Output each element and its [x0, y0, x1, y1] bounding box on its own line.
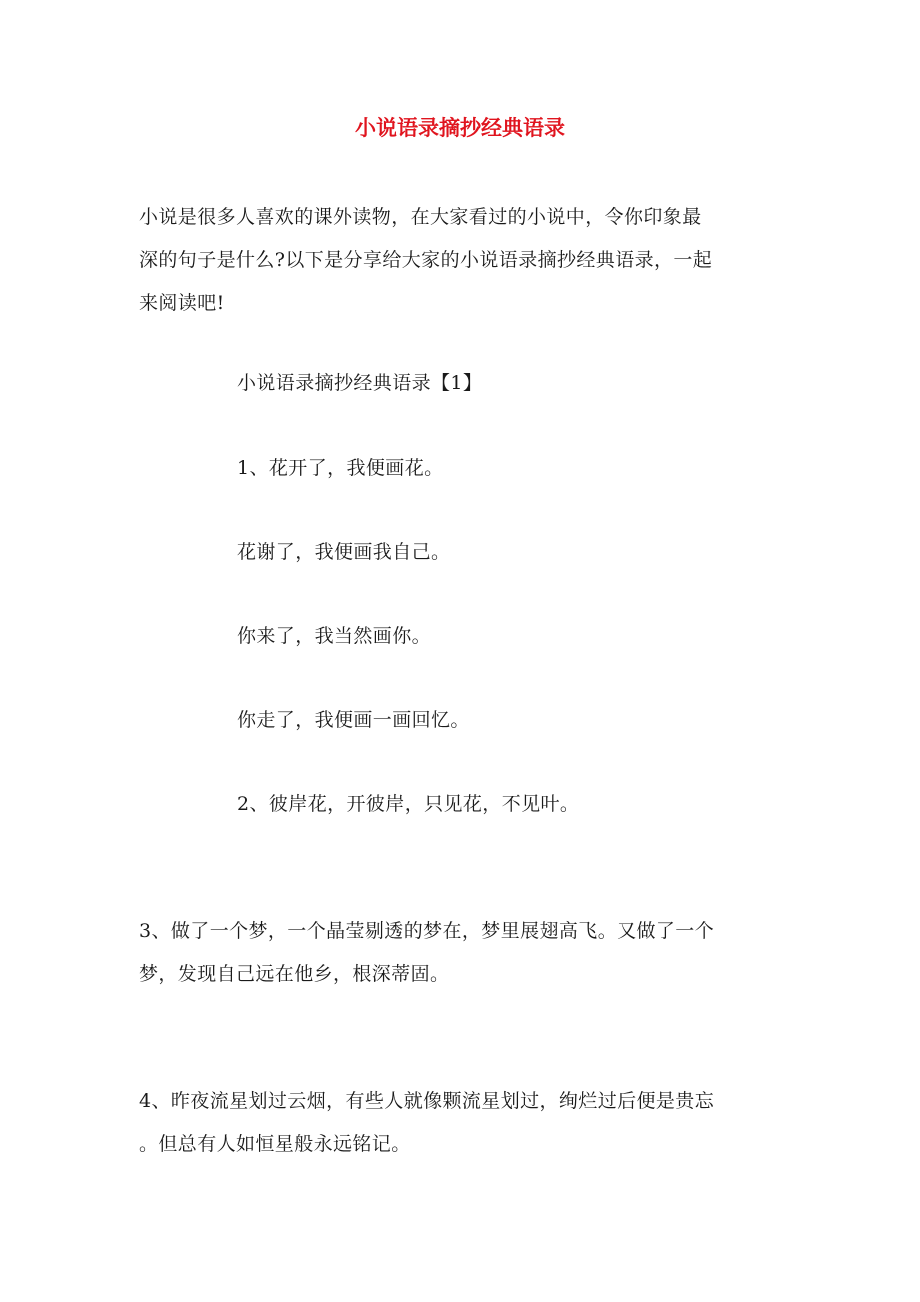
quote-paragraph-line: 3、做了一个梦，一个晶莹剔透的梦在，梦里展翅高飞。又做了一个 [139, 920, 715, 942]
section-heading: 小说语录摘抄经典语录【1】 [237, 372, 483, 394]
intro-line: 来阅读吧! [139, 292, 225, 314]
intro-paragraph [139, 196, 789, 325]
quote-paragraph-4 [139, 1080, 804, 1166]
quote-paragraph-line: 4、昨夜流星划过云烟，有些人就像颗流星划过，绚烂过后便是贵忘 [139, 1090, 715, 1112]
intro-line: 小说是很多人喜欢的课外读物，在大家看过的小说中，令你印象最 [139, 206, 702, 228]
quote-line: 2、彼岸花，开彼岸，只见花，不见叶。 [237, 793, 580, 815]
document-title: 小说语录摘抄经典语录 [355, 115, 565, 140]
quote-paragraph-3 [139, 910, 804, 996]
quote-line: 你走了，我便画一画回忆。 [237, 709, 470, 731]
quote-line: 你来了，我当然画你。 [237, 625, 432, 647]
quote-line: 1、花开了，我便画花。 [237, 457, 444, 479]
quote-paragraph-line: 梦，发现自己远在他乡，根深蒂固。 [139, 963, 450, 985]
quote-line: 花谢了，我便画我自己。 [237, 541, 451, 563]
intro-line: 深的句子是什么?以下是分享给大家的小说语录摘抄经典语录，一起 [139, 249, 713, 271]
quote-paragraph-line: 。但总有人如恒星般永远铭记。 [139, 1133, 411, 1155]
